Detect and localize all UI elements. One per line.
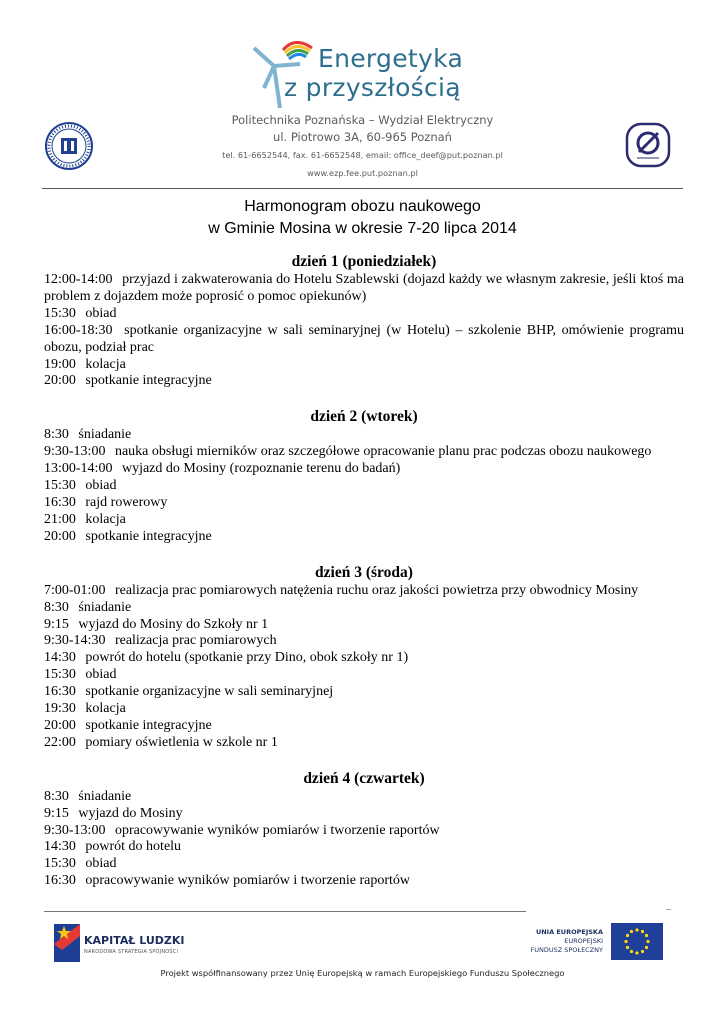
kapital-ludzki-name: KAPITAŁ LUDZKI <box>84 934 185 947</box>
schedule-entry <box>44 856 684 873</box>
section-spacer <box>44 752 684 769</box>
day-section <box>44 563 684 769</box>
brand-line1: Energetyka <box>318 44 464 73</box>
entry-description: śniadanie <box>78 427 132 443</box>
entry-description: spotkanie integracyjne <box>85 717 212 733</box>
entry-description: kolacja <box>85 511 126 527</box>
institution-contact: tel. 61-6652544, fax. 61-6652548, email: office_deef@put.poznan.pl <box>222 150 503 160</box>
entry-description: spotkanie organizacyjne w sali seminaryjnej (w Hotelu) – szkolenie BHP, omówienie programu obozu, podział prac <box>44 322 685 355</box>
schedule-entry <box>44 478 684 495</box>
day-section <box>44 407 684 562</box>
schedule-entry <box>44 357 684 374</box>
day-title: dzień 1 (poniedziałek) <box>291 253 437 270</box>
schedule-entry <box>44 495 684 512</box>
entry-description: kolacja <box>85 701 126 717</box>
entry-description: wyjazd do Mosiny do Szkoły nr 1 <box>78 616 269 632</box>
entry-time: 8:30 <box>44 599 69 615</box>
schedule-entry <box>44 600 684 617</box>
entry-description: kolacja <box>85 356 126 372</box>
footer-divider <box>44 911 526 912</box>
header-divider <box>42 188 683 189</box>
institution-website: www.ezp.fee.put.poznan.pl <box>307 168 418 178</box>
schedule-entry <box>44 427 684 444</box>
entry-time: 9:15 <box>44 805 69 821</box>
entry-time: 19:00 <box>44 356 76 372</box>
entry-description: obiad <box>85 856 117 872</box>
schedule-entry <box>44 701 684 718</box>
entry-description: rajd rowerowy <box>85 494 168 510</box>
document-title-line2: w Gminie Mosina w okresie 7-20 lipca 2014 <box>208 220 517 237</box>
entry-time: 9:30-14:30 <box>44 633 106 649</box>
schedule-entry <box>44 718 684 735</box>
eu-flag-icon <box>611 923 663 960</box>
schedule-entry <box>44 684 684 701</box>
schedule-entry <box>44 444 684 461</box>
schedule-entry <box>44 323 684 357</box>
entry-description: pomiary oświetlenia w szkole nr 1 <box>85 734 278 750</box>
schedule-entry <box>44 306 684 323</box>
day-title: dzień 2 (wtorek) <box>310 408 418 426</box>
entry-time: 8:30 <box>44 427 69 443</box>
entry-description: przyjazd i zakwaterowania do Hotelu Szablewski (dojazd każdy we własnym zakresie, jeśli ktoś ma problem z dojazdem może poprosić o pomoc opiekunów) <box>44 272 685 304</box>
letterhead <box>0 0 725 190</box>
schedule-entry <box>44 806 684 823</box>
entry-description: obiad <box>85 305 117 321</box>
schedule-entry <box>44 512 684 529</box>
entry-description: nauka obsługi mierników oraz szczegółowe opracowanie planu prac podczas obozu naukowego <box>114 444 652 460</box>
institution-address: ul. Piotrowo 3A, 60-965 Poznań <box>273 130 452 144</box>
entry-time: 22:00 <box>44 734 76 750</box>
eu-line1: UNIA EUROPEJSKA <box>535 928 603 936</box>
schedule-entry <box>44 667 684 684</box>
schedule-entry <box>44 373 684 390</box>
schedule-entry <box>44 823 684 840</box>
schedule-entry <box>44 633 684 650</box>
schedule-entry <box>44 735 684 752</box>
schedule-entry <box>44 789 684 806</box>
entry-description: powrót do hotelu (spotkanie przy Dino, obok szkoły nr 1) <box>85 650 409 666</box>
schedule-entry <box>44 650 684 667</box>
schedule-entry <box>44 529 684 546</box>
entry-time: 15:30 <box>44 305 76 321</box>
entry-description: wyjazd do Mosiny <box>78 805 183 821</box>
entry-description: realizacja prac pomiarowych natężenia ruchu oraz jakości powietrza przy obwodnicy Mosiny <box>114 582 639 598</box>
cofinancing-note: Projekt współfinansowany przez Unię Europejską w ramach Europejskiego Funduszu Społecznego <box>160 968 565 978</box>
eu-line2: EUROPEJSKI <box>564 937 603 945</box>
entry-description: wyjazd do Mosiny (rozpoznanie terenu do badań) <box>121 461 401 477</box>
schedule-entry <box>44 461 684 478</box>
entry-time: 20:00 <box>44 528 76 544</box>
schedule-entry <box>44 873 684 890</box>
schedule-entry <box>44 583 684 600</box>
schedule-entry <box>44 617 684 634</box>
entry-time: 9:30-13:00 <box>44 444 106 460</box>
entry-description: obiad <box>85 667 117 683</box>
page-mark: – <box>666 904 671 915</box>
schedule <box>44 252 684 890</box>
day-title: dzień 4 (czwartek) <box>303 769 425 787</box>
day-section <box>44 252 684 407</box>
section-spacer <box>44 390 684 407</box>
entry-time: 9:15 <box>44 616 69 632</box>
entry-time: 9:30-13:00 <box>44 822 106 838</box>
entry-description: opracowywanie wyników pomiarów i tworzenie raportów <box>114 822 440 838</box>
entry-description: śniadanie <box>78 599 132 615</box>
entry-description: spotkanie integracyjne <box>85 528 212 544</box>
entry-time: 21:00 <box>44 511 76 527</box>
entry-time: 16:30 <box>44 684 76 700</box>
entry-description: obiad <box>85 478 117 494</box>
entry-description: spotkanie organizacyjne w sali seminaryjnej <box>85 684 334 700</box>
entry-time: 7:00-01:00 <box>44 582 106 598</box>
document-title-line1: Harmonogram obozu naukowego <box>244 198 481 215</box>
entry-time: 15:30 <box>44 478 76 494</box>
institution-name: Politechnika Poznańska – Wydział Elektryczny <box>231 113 494 127</box>
entry-description: śniadanie <box>78 788 132 804</box>
entry-time: 15:30 <box>44 856 76 872</box>
entry-time: 16:30 <box>44 873 76 889</box>
entry-time: 16:00-18:30 <box>44 322 113 338</box>
entry-description: powrót do hotelu <box>85 839 182 855</box>
section-spacer <box>44 546 684 563</box>
day-section <box>44 769 684 890</box>
schedule-entry <box>44 272 684 306</box>
entry-description: spotkanie integracyjne <box>85 373 212 389</box>
brand-line2: z przyszłością <box>284 73 461 102</box>
entry-time: 20:00 <box>44 373 76 389</box>
entry-time: 15:30 <box>44 667 76 683</box>
entry-time: 14:30 <box>44 839 76 855</box>
entry-time: 20:00 <box>44 717 76 733</box>
day-title: dzień 3 (środa) <box>315 563 413 581</box>
entry-description: opracowywanie wyników pomiarów i tworzenie raportów <box>85 873 411 889</box>
schedule-entry <box>44 839 684 856</box>
entry-time: 8:30 <box>44 788 69 804</box>
eu-label <box>530 928 603 955</box>
entry-time: 13:00-14:00 <box>44 461 113 477</box>
entry-time: 16:30 <box>44 494 76 510</box>
kapital-ludzki-subtitle: NARODOWA STRATEGIA SPÓJNOŚCI <box>84 949 179 955</box>
faculty-seal-icon <box>625 122 671 168</box>
entry-time: 14:30 <box>44 650 76 666</box>
eu-line3: FUNDUSZ SPOŁECZNY <box>530 946 603 954</box>
university-seal-icon <box>45 122 93 170</box>
entry-time: 19:30 <box>44 701 76 717</box>
brand-name <box>284 44 464 102</box>
entry-time: 12:00-14:00 <box>44 272 113 287</box>
entry-description: realizacja prac pomiarowych <box>114 633 277 649</box>
